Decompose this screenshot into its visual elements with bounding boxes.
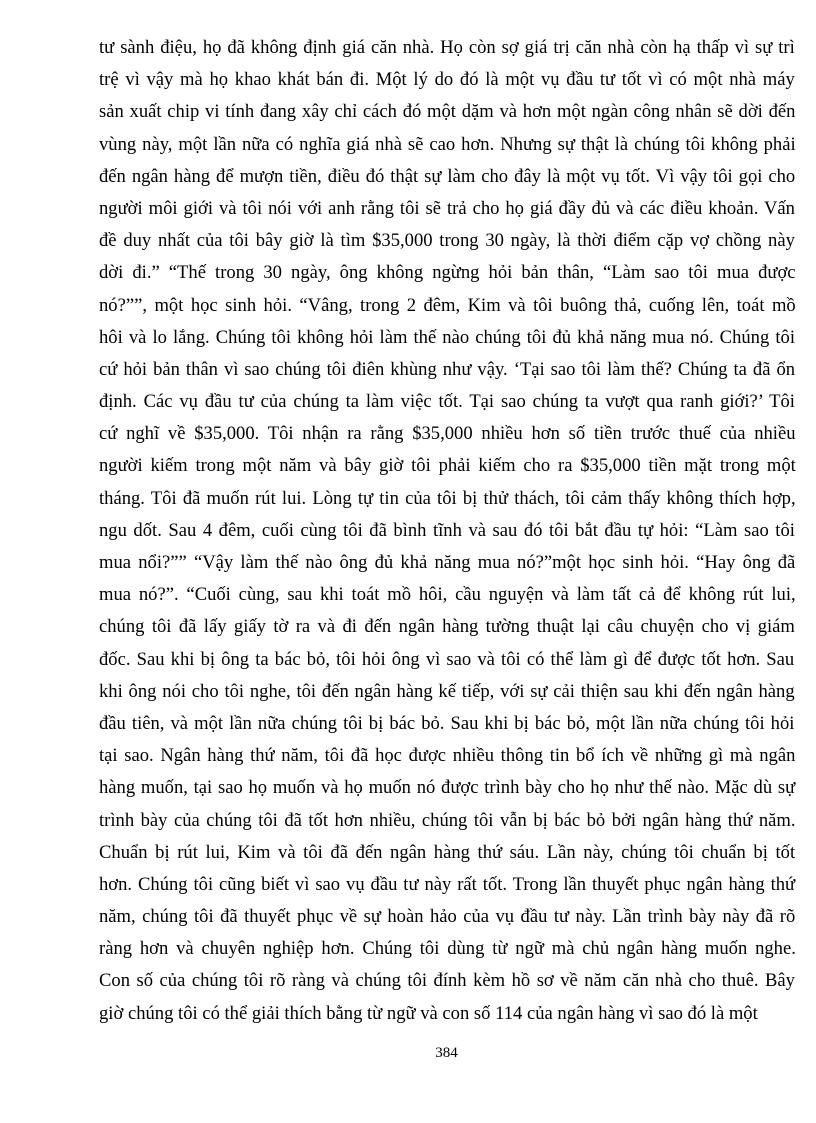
text-line: định. Các vụ đầu tư của chúng ta làm việc tốt. Tại sao chúng ta vượt qua ranh giới?’ Tôi xyxy=(99,391,795,413)
text-line: ràng hơn và chuyên nghiệp hơn. Chúng tôi dùng từ ngữ mà chủ ngân hàng muốn nghe. xyxy=(99,938,796,960)
text-line: tại sao. Ngân hàng thứ năm, tôi đã học được nhiều thông tin bổ ích về những gì mà ngân xyxy=(99,745,796,767)
page-number: 384 xyxy=(435,1045,458,1061)
text-line: đầu tiên, và một lần nữa chúng tôi bị bác bỏ. Sau khi bị bác bỏ, một lần nữa chúng tôi hỏi xyxy=(99,712,795,734)
text-line: đề duy nhất của tôi bây giờ là tìm $35,000 trong 30 ngày, là thời điểm cặp vợ chồng này xyxy=(99,230,795,252)
text-line: cứ nghĩ về $35,000. Tôi nhận ra rằng $35,000 nhiều hơn số tiền trước thuế của nhiều xyxy=(99,423,796,445)
text-line: đốc. Sau khi bị ông ta bác bỏ, tôi hỏi ông vì sao và tôi có thể làm gì để được tốt hơn. Sau xyxy=(99,648,795,670)
text-line: người kiếm trong một năm và bây giờ tôi phải kiếm cho ra $35,000 tiền mặt trong một xyxy=(99,455,796,477)
body-text xyxy=(99,32,799,1030)
text-line: mua nó?”. “Cuối cùng, sau khi toát mồ hôi, cầu nguyện và làm tất cả để không rút lui, xyxy=(99,584,796,606)
text-line: đến ngân hàng để mượn tiền, điều đó thật sự làm cho đây là một vụ tốt. Vì vậy tôi gọi cho xyxy=(99,165,796,187)
text-line: chúng tôi đã lấy giấy tờ ra và đi đến ngân hàng tường thuật lại câu chuyện cho vị giám xyxy=(99,616,795,638)
text-line: Con số của chúng tôi rõ ràng và chúng tôi đính kèm hồ sơ về năm căn nhà cho thuê. Bây xyxy=(99,970,795,992)
text-line: cứ hỏi bản thân vì sao chúng tôi điên khùng như vậy. ‘Tại sao tôi làm thế? Chúng ta đã ổn xyxy=(99,358,796,380)
text-line: sản xuất chip vi tính đang xây chỉ cách đó một dặm và hơn một ngàn công nhân sẽ dời đến xyxy=(99,101,796,123)
text-line: nó?””, một học sinh hỏi. “Vâng, trong 2 đêm, Kim và tôi buông thả, cuống lên, toát mồ xyxy=(99,294,796,316)
text-line: người môi giới và tôi nói với anh rằng tôi sẽ trả cho họ giá đầy đủ và các điều khoản. Vấn xyxy=(99,197,795,219)
text-line: Chuẩn bị rút lui, Kim và tôi đã đến ngân hàng thứ sáu. Lần này, chúng tôi chuẩn bị tốt xyxy=(99,841,796,863)
text-line: ngu dốt. Sau 4 đêm, cuối cùng tôi đã bình tĩnh và sau đó tôi bắt đầu tự hỏi: “Làm sao tôi xyxy=(99,519,795,541)
text-line: hàng muốn, tại sao họ muốn và họ muốn nó được trình bày cho họ như thế nào. Mặc dù sự xyxy=(99,777,796,799)
text-line: tư sành điệu, họ đã không định giá căn nhà. Họ còn sợ giá trị căn nhà còn hạ thấp vì sự trì xyxy=(99,37,795,58)
text-line: khi ông nói cho tôi nghe, tôi đến ngân hàng kế tiếp, với sự cải thiện sau khi đến ngân hàng xyxy=(99,680,795,702)
text-line: giờ chúng tôi có thể giải thích bằng từ ngữ và con số 114 của ngân hàng vì sao đó là một xyxy=(99,1002,758,1024)
text-line: hôi và lo lắng. Chúng tôi không hỏi làm thế nào chúng tôi đủ khả năng mua nó. Chúng tôi xyxy=(99,326,795,348)
text-line: năm, chúng tôi đã thuyết phục về sự hoàn hảo của vụ đầu tư này. Lần trình bày này đã rõ xyxy=(99,906,796,928)
text-line: tháng. Tôi đã muốn rút lui. Lòng tự tin của tôi bị thử thách, tôi cảm thấy không thích hợp, xyxy=(99,487,796,509)
text-line: mua nổi?”” “Vậy làm thế nào ông đủ khả năng mua nó?”một học sinh hỏi. “Hay ông đã xyxy=(99,552,796,573)
text-line: hơn. Chúng tôi cũng biết vì sao vụ đầu tư này rất tốt. Trong lần thuyết phục ngân hàng thứ xyxy=(99,873,796,895)
text-line: dời đi.” “Thế trong 30 ngày, ông không ngừng hỏi bản thân, “Làm sao tôi mua được xyxy=(99,262,796,284)
text-line: trệ vì vậy mà họ khao khát bán đi. Một lý do đó là một vụ đầu tư tốt vì có một nhà máy xyxy=(99,69,795,91)
text-line: trình bày của chúng tôi đã tốt hơn nhiều, chúng tôi vẫn bị bác bỏ bởi ngân hàng thứ năm. xyxy=(99,809,796,831)
text-line: vùng này, một lần nữa có nghĩa giá nhà sẽ cao hơn. Nhưng sự thật là chúng tôi không phải xyxy=(99,133,796,155)
